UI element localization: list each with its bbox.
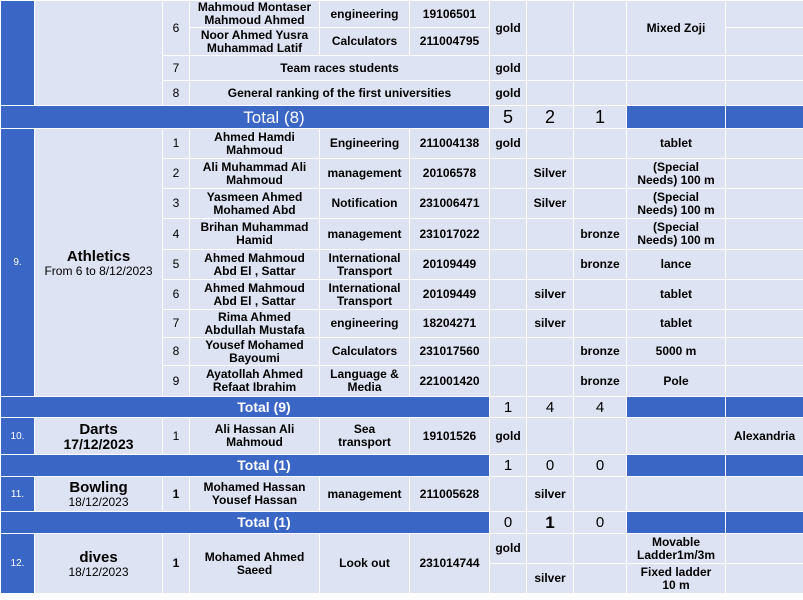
student-id: 20106578 — [410, 159, 490, 189]
sport-dates: From 6 to 8/12/2023 — [44, 263, 153, 278]
silver-medal: silver — [527, 564, 574, 594]
faculty: management — [320, 159, 410, 189]
sport-dates: 17/12/2023 — [63, 436, 134, 452]
student-name: Rima Ahmed Abdullah Mustafa — [190, 310, 320, 338]
sport-title: Athletics — [66, 247, 131, 265]
row-index: 8 — [163, 81, 190, 106]
silver-medal — [527, 1, 574, 56]
section-number: 9. — [1, 129, 35, 397]
sport-dates: 18/12/2023 — [68, 495, 129, 509]
gold-medal: gold — [490, 56, 527, 81]
silver-medal — [527, 366, 574, 397]
faculty: Notification — [320, 189, 410, 219]
table-row — [1, 129, 803, 159]
student-name: Ahmed Hamdi Mahmoud — [190, 129, 320, 159]
faculty: Calculators — [320, 28, 410, 56]
event-name: tablet — [627, 129, 726, 159]
total-label: Total (1) — [1, 512, 490, 534]
faculty: International Transport — [320, 250, 410, 280]
gold-medal — [490, 250, 527, 280]
silver-medal: silver — [527, 477, 574, 512]
student-name: Noor Ahmed Yusra Muhammad Latif — [190, 28, 320, 56]
student-name: Mahmoud Montaser Mahmoud Ahmed — [190, 1, 320, 28]
total-silver: 1 — [527, 512, 574, 534]
faculty: Engineering — [320, 129, 410, 159]
silver-medal — [527, 250, 574, 280]
gold-medal — [490, 310, 527, 338]
bronze-medal — [574, 129, 627, 159]
student-id: 231017022 — [410, 219, 490, 250]
row-number-cell — [1, 1, 35, 106]
event-name: (Special Needs) 100 m — [627, 159, 726, 189]
faculty: engineering — [320, 1, 410, 28]
total-bronze: 4 — [574, 397, 627, 418]
bronze-medal — [574, 159, 627, 189]
event-name: tablet — [627, 310, 726, 338]
student-name: Ahmed Mahmoud Abd El , Sattar — [190, 250, 320, 280]
gold-medal — [490, 219, 527, 250]
faculty: management — [320, 219, 410, 250]
sport-cell — [35, 129, 163, 397]
total-silver: 2 — [527, 106, 574, 129]
row-index: 7 — [163, 56, 190, 81]
event-name: lance — [627, 250, 726, 280]
total-gold: 0 — [490, 512, 527, 534]
row-index: 8 — [163, 338, 190, 366]
faculty: engineering — [320, 310, 410, 338]
student-id: 20109449 — [410, 250, 490, 280]
gold-medal: gold — [490, 129, 527, 159]
student-name: Ayatollah Ahmed Refaat Ibrahim — [190, 366, 320, 397]
row-index: 6 — [163, 280, 190, 310]
section-number: 11. — [1, 477, 35, 512]
gold-medal: gold — [490, 1, 527, 56]
faculty: management — [320, 477, 410, 512]
event-name: Fixed ladder 10 m — [627, 564, 726, 594]
student-id: 18204271 — [410, 310, 490, 338]
event-name: Movable Ladder1m/3m — [627, 534, 726, 564]
row-index: 5 — [163, 250, 190, 280]
event-name: 5000 m — [627, 338, 726, 366]
event-name: Pole — [627, 366, 726, 397]
student-id: 231014744 — [410, 534, 490, 594]
event-name: tablet — [627, 280, 726, 310]
total-label: Total (8) — [1, 106, 490, 129]
place-cell: Alexandria — [726, 418, 803, 455]
sport-cell — [35, 534, 163, 594]
faculty: International Transport — [320, 280, 410, 310]
gold-medal — [490, 159, 527, 189]
table-row — [1, 418, 803, 455]
row-index: 3 — [163, 189, 190, 219]
total-row — [1, 397, 803, 418]
sport-title: Bowling — [69, 479, 128, 496]
faculty: Language & Media — [320, 366, 410, 397]
sport-cell — [35, 477, 163, 512]
bronze-medal — [574, 280, 627, 310]
total-row — [1, 455, 803, 477]
student-id: 221001420 — [410, 366, 490, 397]
total-gold: 5 — [490, 106, 527, 129]
team-event: General ranking of the first universities — [190, 81, 490, 106]
row-index: 1 — [163, 477, 190, 512]
total-gold: 1 — [490, 397, 527, 418]
section-number: 10. — [1, 418, 35, 455]
total-bronze: 1 — [574, 106, 627, 129]
student-id: 231006471 — [410, 189, 490, 219]
gold-medal: gold — [490, 81, 527, 106]
total-gold: 1 — [490, 455, 527, 477]
table-row — [1, 534, 803, 564]
row-index: 4 — [163, 219, 190, 250]
gold-medal — [490, 338, 527, 366]
student-id: 19101526 — [410, 418, 490, 455]
sport-title: Darts — [79, 421, 118, 438]
bronze-medal — [574, 189, 627, 219]
section-number: 12. — [1, 534, 35, 594]
sport-title: dives — [79, 548, 118, 566]
student-name: Mohamed Hassan Yousef Hassan — [190, 477, 320, 512]
silver-medal: Silver — [527, 189, 574, 219]
gold-medal: gold — [490, 418, 527, 455]
student-name: Brihan Muhammad Hamid — [190, 219, 320, 250]
total-row — [1, 106, 803, 129]
silver-medal — [527, 219, 574, 250]
gold-medal — [490, 280, 527, 310]
silver-medal — [527, 129, 574, 159]
total-bronze: 0 — [574, 455, 627, 477]
sport-cell — [35, 418, 163, 455]
silver-medal: silver — [527, 280, 574, 310]
bronze-medal — [574, 1, 627, 56]
row-index: 6 — [163, 1, 190, 56]
row-index: 1 — [163, 129, 190, 159]
place-cell — [726, 1, 803, 28]
total-bronze: 0 — [574, 512, 627, 534]
row-index: 1 — [163, 418, 190, 455]
student-name: Ali Hassan Ali Mahmoud — [190, 418, 320, 455]
student-id: 19106501 — [410, 1, 490, 28]
place-cell — [726, 28, 803, 56]
faculty: Sea transport — [320, 418, 410, 455]
student-name: Ali Muhammad Ali Mahmoud — [190, 159, 320, 189]
team-event: Team races students — [190, 56, 490, 81]
gold-medal: gold — [490, 534, 527, 564]
student-name: Yasmeen Ahmed Mohamed Abd — [190, 189, 320, 219]
gold-medal — [490, 189, 527, 219]
event-name: Mixed Zoji — [627, 1, 726, 56]
faculty: Look out — [320, 534, 410, 594]
student-name: Mohamed Ahmed Saeed — [190, 534, 320, 594]
faculty: Calculators — [320, 338, 410, 366]
total-label: Total (1) — [1, 455, 490, 477]
silver-medal: silver — [527, 310, 574, 338]
row-index: 2 — [163, 159, 190, 189]
table-row — [1, 1, 803, 28]
student-id: 211004138 — [410, 129, 490, 159]
total-silver: 4 — [527, 397, 574, 418]
gold-medal — [490, 366, 527, 397]
total-row — [1, 512, 803, 534]
student-id: 20109449 — [410, 280, 490, 310]
event-name: (Special Needs) 100 m — [627, 219, 726, 250]
student-id: 231017560 — [410, 338, 490, 366]
total-silver: 0 — [527, 455, 574, 477]
bronze-medal: bronze — [574, 219, 627, 250]
event-name: (Special Needs) 100 m — [627, 189, 726, 219]
table-row — [1, 477, 803, 512]
bronze-medal: bronze — [574, 366, 627, 397]
row-index: 1 — [163, 534, 190, 594]
row-index: 9 — [163, 366, 190, 397]
silver-medal — [527, 338, 574, 366]
sport-cell — [35, 1, 163, 106]
student-name: Ahmed Mahmoud Abd El , Sattar — [190, 280, 320, 310]
total-label: Total (9) — [1, 397, 490, 418]
bronze-medal: bronze — [574, 338, 627, 366]
student-id: 211004795 — [410, 28, 490, 56]
sport-dates: 18/12/2023 — [68, 564, 129, 579]
bronze-medal: bronze — [574, 250, 627, 280]
bronze-medal — [574, 310, 627, 338]
silver-medal: Silver — [527, 159, 574, 189]
student-name: Yousef Mohamed Bayoumi — [190, 338, 320, 366]
row-index: 7 — [163, 310, 190, 338]
student-id: 211005628 — [410, 477, 490, 512]
